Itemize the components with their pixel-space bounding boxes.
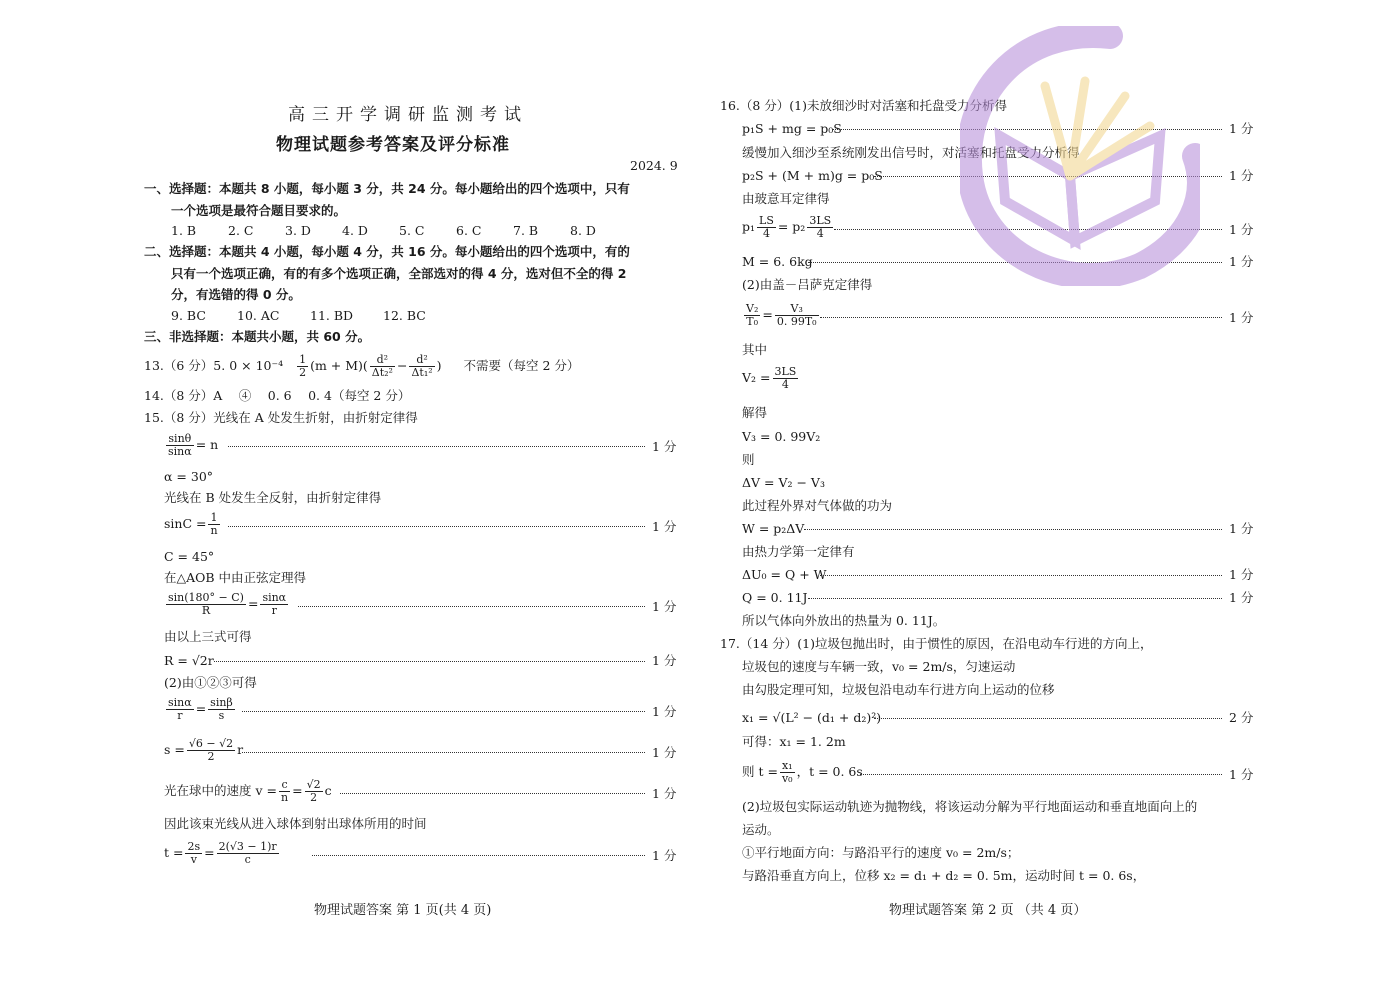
score: 1 分 — [652, 599, 677, 614]
score: 1 分 — [1229, 767, 1254, 782]
section-2-heading: 二、选择题：本题共 4 小题，每小题 4 分，共 16 分。每小题给出的四个选项中，有的 — [144, 244, 630, 259]
answer: 9. BC — [171, 308, 206, 323]
equation-2: p₂S + (M + m)g = p₀S — [742, 168, 883, 183]
score: 1 分 — [652, 519, 677, 534]
denominator: v₀ — [781, 772, 793, 785]
fraction — [305, 779, 323, 804]
formula-lhs: 光在球中的速度 v = — [164, 783, 277, 798]
equals: = — [292, 783, 303, 798]
equals: = — [247, 596, 259, 611]
numerator: √6 − √2 — [188, 737, 234, 750]
step-text: 因此该束光线从进入球体到射出球体所用的时间 — [164, 816, 427, 831]
close-paren: ) — [436, 358, 442, 373]
answer: 6. C — [456, 223, 482, 238]
formula-1 — [164, 433, 218, 458]
denominator: v — [190, 853, 197, 866]
step-text: 与路沿垂直方向上，位移 x₂ = d₁ + d₂ = 0. 5m，运动时间 t = 0. 6s， — [742, 868, 1146, 883]
step-text: 由勾股定理可知，垃圾包沿电动车行进方向上运动的位移 — [742, 682, 1055, 697]
numerator: LS — [759, 214, 774, 227]
section-1-heading-cont: 一个选项是最符合题目要求的。 — [171, 203, 347, 218]
denominator: 0. 99T₀ — [776, 315, 817, 328]
numerator: V₃ — [775, 303, 819, 316]
dotted-leader — [312, 855, 645, 856]
score: 1 分 — [652, 704, 677, 719]
step-text: 光线在 B 处发生全反射，由折射定律得 — [164, 490, 382, 505]
formula-4: R = √2r — [164, 653, 214, 668]
dotted-leader — [804, 529, 1222, 530]
fraction — [166, 433, 194, 458]
equation-rhs: ，t = 0. 6s — [796, 764, 863, 779]
denominator: Δt₁² — [411, 366, 433, 379]
step-text: 则 — [742, 452, 755, 467]
dotted-leader — [860, 774, 1222, 775]
equation-14 — [742, 760, 863, 785]
section-2-heading-cont: 分，有选错的得 0 分。 — [171, 287, 301, 302]
step-text: 垃圾包的速度与车辆一致，v₀ = 2m/s，匀速运动 — [742, 659, 1016, 674]
denominator: 4 — [762, 227, 770, 240]
score: 1 分 — [652, 653, 677, 668]
page-footer: 物理试题答案 第 1 页(共 4 页) — [314, 903, 492, 918]
step-text: 由玻意耳定律得 — [742, 191, 830, 206]
numerator: sinα — [168, 696, 192, 709]
step-text: 运动。 — [742, 822, 780, 837]
fraction — [370, 354, 395, 379]
denominator: R — [201, 604, 211, 617]
score: 1 分 — [1229, 222, 1254, 237]
equation-13: 可得：x₁ = 1. 2m — [742, 734, 846, 749]
equation-lhs: p₁ — [742, 219, 756, 234]
dotted-leader — [874, 718, 1222, 719]
fraction — [780, 760, 795, 785]
section-2-heading-cont: 只有一个选项正确，有的有多个选项正确，全部选对的得 4 分，选对但不全的得 2 — [171, 266, 627, 281]
equals: = — [204, 845, 215, 860]
answer: 2. C — [228, 223, 254, 238]
q16-heading: 16.（8 分）(1)未放细沙时对活塞和托盘受力分析得 — [720, 98, 1008, 113]
step-text: 由以上三式可得 — [164, 629, 252, 644]
numerator: c — [279, 779, 290, 792]
score: 1 分 — [652, 745, 677, 760]
section-1-heading: 一、选择题：本题共 8 小题，每小题 3 分，共 24 分。每小题给出的四个选项中，只有 — [144, 181, 630, 196]
dotted-leader — [820, 575, 1222, 576]
fraction-half — [297, 354, 308, 379]
fraction — [807, 215, 833, 240]
dotted-leader — [242, 752, 645, 753]
numerator: 2s — [187, 840, 201, 853]
fraction — [260, 592, 288, 617]
formula-lhs: s = — [164, 742, 185, 757]
watermark-fan — [1045, 81, 1150, 176]
score: 2 分 — [1229, 710, 1254, 725]
exam-title: 高三开学调研监测考试 — [288, 105, 528, 125]
answer: 8. D — [570, 223, 596, 238]
score: 1 分 — [652, 439, 677, 454]
score: 1 分 — [1229, 310, 1254, 325]
numerator: x₁ — [781, 759, 793, 772]
equation-8: ΔV = V₂ − V₃ — [742, 475, 825, 490]
numerator: 3LS — [809, 214, 832, 227]
equation-10: ΔU₀ = Q + W — [742, 567, 827, 582]
fraction — [208, 512, 219, 537]
fraction — [185, 841, 202, 866]
q13-mid: (m + M)( — [310, 358, 368, 373]
score: 1 分 — [652, 848, 677, 863]
answer: 10. AC — [237, 308, 280, 323]
equation-9: W = p₂ΔV — [742, 521, 805, 536]
page-title: 物理试题参考答案及评分标准 — [276, 135, 510, 155]
q15-heading: 15.（8 分）光线在 A 处发生折射，由折射定律得 — [144, 410, 418, 425]
score: 1 分 — [1229, 590, 1254, 605]
fraction — [775, 303, 819, 328]
step-text: (2)垃圾包实际运动轨迹为抛物线，将该运动分解为平行地面运动和垂直地面向上的 — [742, 799, 1198, 814]
dotted-leader — [298, 606, 645, 607]
equals: = — [762, 307, 773, 322]
q13-prefix: 13.（6 分）5. 0 × 10⁻⁴ — [144, 358, 284, 373]
dotted-leader — [340, 793, 645, 794]
denominator: sinα — [168, 445, 192, 458]
answer: 3. D — [285, 223, 311, 238]
formula-lhs: t = — [164, 845, 184, 860]
answer: 7. B — [513, 223, 539, 238]
equation-1: p₁S + mg = p₀S — [742, 121, 842, 136]
equation-4: M = 6. 6kg — [742, 254, 813, 269]
numerator: 1 — [299, 353, 307, 366]
equation-12: x₁ = √(L² − (d₁ + d₂)²) — [742, 710, 882, 725]
denominator: n — [210, 524, 218, 537]
fraction — [279, 779, 290, 804]
equation-lhs: V₂ = — [742, 370, 771, 385]
score: 1 分 — [1229, 521, 1254, 536]
numerator: V₂ — [746, 302, 759, 315]
numerator: sinβ — [210, 696, 233, 709]
numerator: √2 — [306, 778, 321, 791]
step-text: 由热力学第一定律有 — [742, 544, 855, 559]
answer: 5. C — [399, 223, 425, 238]
fraction — [166, 697, 194, 722]
score: 1 分 — [652, 786, 677, 801]
q14-answer: 14.（8 分）A ④ 0. 6 0. 4（每空 2 分） — [144, 388, 411, 403]
step-text: (2)由①②③可得 — [164, 675, 257, 690]
equation-6 — [742, 366, 800, 391]
dotted-leader — [228, 526, 645, 527]
formula-6 — [164, 738, 243, 763]
denominator: T₀ — [746, 315, 759, 328]
equation-7: V₃ = 0. 99V₂ — [742, 429, 821, 444]
fraction — [187, 738, 235, 763]
formula-rhs: c — [324, 783, 332, 798]
step-text: 其中 — [742, 342, 768, 357]
step-text: ①平行地面方向：与路沿平行的速度 v₀ = 2m/s； — [742, 845, 1020, 860]
equation-3 — [742, 215, 835, 240]
fraction — [757, 215, 776, 240]
numerator: d² — [409, 354, 434, 367]
step-text: 缓慢加入细沙至系统刚发出信号时，对活塞和托盘受力分析得 — [742, 145, 1080, 160]
fraction — [744, 303, 760, 328]
step-text: 解得 — [742, 405, 768, 420]
formula-lhs: sinC = — [164, 516, 207, 531]
conclusion-text: 所以气体向外放出的热量为 0. 11J。 — [742, 613, 946, 628]
fraction — [773, 366, 799, 391]
numerator: 3LS — [774, 365, 797, 378]
formula-2 — [164, 512, 222, 537]
dotted-leader — [820, 317, 1222, 318]
exam-date: 2024. 9 — [630, 158, 678, 173]
denominator: 2 — [310, 791, 318, 804]
dotted-leader — [242, 711, 645, 712]
formula-7 — [164, 779, 332, 804]
minus-sign: − — [396, 358, 408, 373]
step-text: 在△AOB 中由正弦定理得 — [164, 570, 307, 585]
result-c: C = 45° — [164, 549, 215, 564]
denominator: Δt₂² — [371, 366, 393, 379]
q13-answer — [144, 351, 579, 381]
score: 1 分 — [1229, 254, 1254, 269]
numerator: 2(√3 − 1)r — [218, 840, 277, 853]
score: 1 分 — [1229, 567, 1254, 582]
result-alpha: α = 30° — [164, 469, 214, 484]
numerator: sin(180° − C) — [168, 591, 244, 604]
equation-11: Q = 0. 11J — [742, 590, 808, 605]
dotted-leader — [808, 598, 1222, 599]
answer: 1. B — [171, 223, 197, 238]
denominator: 4 — [816, 227, 824, 240]
denominator: 2 — [299, 366, 307, 379]
numerator: sinα — [262, 591, 287, 604]
numerator: d² — [370, 354, 395, 367]
denominator: n — [280, 791, 289, 804]
answer: 12. BC — [383, 308, 426, 323]
numerator: sinθ — [166, 433, 194, 446]
score: 1 分 — [1229, 121, 1254, 136]
fraction — [409, 354, 434, 379]
answer: 11. BD — [310, 308, 354, 323]
step-text: 此过程外界对气体做的功为 — [742, 498, 893, 513]
equals: = — [195, 701, 207, 716]
fraction — [208, 697, 235, 722]
formula-8 — [164, 841, 281, 866]
denominator: 4 — [781, 378, 789, 391]
q17-heading: 17.（14 分）(1)垃圾包抛出时，由于惯性的原因，在沿电动车行进的方向上， — [720, 636, 1153, 651]
answers-row-2 — [171, 308, 433, 324]
score: 1 分 — [1229, 168, 1254, 183]
equals: = p₂ — [777, 219, 806, 234]
formula-rhs: r — [237, 742, 244, 757]
denominator: c — [244, 853, 251, 866]
numerator: 1 — [208, 512, 219, 525]
page-footer: 物理试题答案 第 2 页 （共 4 页） — [889, 903, 1087, 918]
fraction — [217, 841, 279, 866]
formula-5 — [164, 697, 237, 722]
formula-rhs: = n — [195, 437, 219, 452]
equation-5 — [742, 303, 821, 328]
watermark-logo — [960, 26, 1200, 286]
answers-row-1 — [171, 223, 610, 239]
denominator: r — [271, 604, 277, 617]
formula-3 — [164, 592, 290, 617]
denominator: 2 — [207, 750, 215, 763]
denominator: s — [218, 709, 225, 722]
step-text: (2)由盖－吕萨克定律得 — [742, 277, 873, 292]
answer: 4. D — [342, 223, 368, 238]
section-3-heading: 三、非选择题：本题共小题，共 60 分。 — [144, 329, 371, 344]
dotted-leader — [228, 446, 645, 447]
q13-suffix: 不需要（每空 2 分） — [463, 358, 580, 373]
dotted-leader — [214, 661, 645, 662]
denominator: r — [177, 709, 183, 722]
equation-lhs: 则 t = — [742, 764, 778, 779]
fraction — [166, 592, 246, 617]
